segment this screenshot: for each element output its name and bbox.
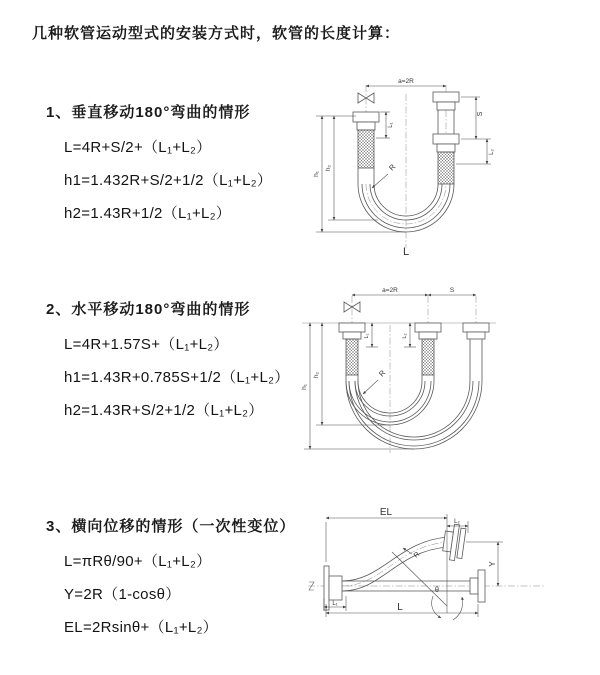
dim-label-s: S — [449, 287, 455, 294]
dim-label-l1: L₁ — [388, 122, 394, 128]
dim-label-h2: h₂ — [325, 164, 332, 172]
dim-label-a2r: a=2R — [398, 78, 414, 85]
dim-label-length: L — [397, 602, 403, 613]
section-horizontal-movement — [46, 298, 290, 427]
dim-label-l1: L₁ — [364, 333, 370, 339]
hose-assembly — [339, 302, 489, 449]
dim-label-h1: h₁ — [313, 171, 320, 177]
formula-line: h2=1.43R+1/2（L₁+L₂） — [64, 205, 232, 222]
section-heading: 3、横向位移的情形（一次性变位） — [46, 518, 296, 535]
diagram-lateral-displacement — [302, 500, 554, 652]
dim-label-theta: θ — [435, 587, 439, 594]
dim-label-radius: R — [412, 550, 422, 560]
hose-displaced-upper-wall — [342, 537, 448, 581]
dim-label-y: Y — [488, 561, 497, 567]
section-lateral-displacement — [46, 515, 295, 644]
braided-section-middle — [422, 339, 434, 375]
dim-label-s: S — [477, 111, 484, 117]
angle-arc-left — [432, 596, 441, 618]
braided-section-left — [346, 339, 358, 375]
flange-left — [324, 566, 329, 610]
dim-label-l2: L₂ — [454, 519, 460, 525]
flange-left — [339, 323, 365, 332]
formula-list — [46, 545, 295, 644]
section-heading: 2、水平移动180°弯曲的情形 — [46, 301, 251, 318]
dimension-lines — [316, 86, 491, 232]
angle-arc-right — [453, 597, 463, 620]
formula-line: EL=2Rsinθ+（L₁+L₂） — [64, 619, 218, 636]
hose-assembly — [324, 523, 485, 610]
formula-list — [46, 328, 290, 427]
section-vertical-movement — [46, 101, 272, 230]
section-heading: 1、垂直移动180°弯曲的情形 — [46, 104, 251, 121]
dim-label-h1: h₁ — [301, 384, 308, 390]
diagram-vertical-180-bend — [306, 72, 518, 262]
flange-left — [353, 112, 379, 122]
flange-right-lower — [433, 134, 459, 144]
formula-line: Y=2R（1-cosθ） — [64, 586, 181, 603]
hose-displaced-lower-wall — [342, 547, 448, 591]
dim-label-l2: L₂ — [402, 333, 408, 339]
flange-displaced — [442, 523, 467, 561]
centerlines — [308, 542, 545, 586]
dim-label-el: EL — [379, 507, 393, 518]
page-title: 几种软管运动型式的安装方式时，软管的长度计算： — [32, 25, 401, 42]
braided-section-right — [438, 152, 454, 184]
flange-right — [470, 578, 478, 594]
flange-right — [463, 323, 489, 332]
dim-label-length: L — [402, 246, 410, 258]
formula-line: h1=1.43R+0.785S+1/2（L₁+L₂） — [64, 369, 290, 386]
angle-construction-line — [392, 552, 447, 606]
flange-right-upper — [433, 92, 459, 102]
formula-line: L=πRθ/90+（L₁+L₂） — [64, 553, 212, 570]
dimension-lines — [324, 514, 503, 620]
braided-section-left — [358, 130, 374, 168]
dim-label-a2r: a=2R — [382, 287, 398, 294]
dim-label-l1: L₁ — [332, 601, 338, 607]
dim-label-h2: h₂ — [313, 371, 320, 379]
formula-list — [46, 131, 272, 230]
formula-line: L=4R+S/2+（L₁+L₂） — [64, 139, 212, 156]
flange-middle — [415, 323, 441, 332]
formula-line: h1=1.432R+S/2+1/2（L₁+L₂） — [64, 172, 273, 189]
formula-line: L=4R+1.57S+（L₁+L₂） — [64, 336, 229, 353]
formula-line: h2=1.43R+S/2+1/2（L₁+L₂） — [64, 402, 264, 419]
dim-label-radius: R — [377, 368, 388, 379]
diagram-horizontal-180-bend — [296, 283, 528, 461]
dim-label-radius: R — [387, 162, 398, 173]
dim-label-l2: L₂ — [489, 149, 495, 155]
